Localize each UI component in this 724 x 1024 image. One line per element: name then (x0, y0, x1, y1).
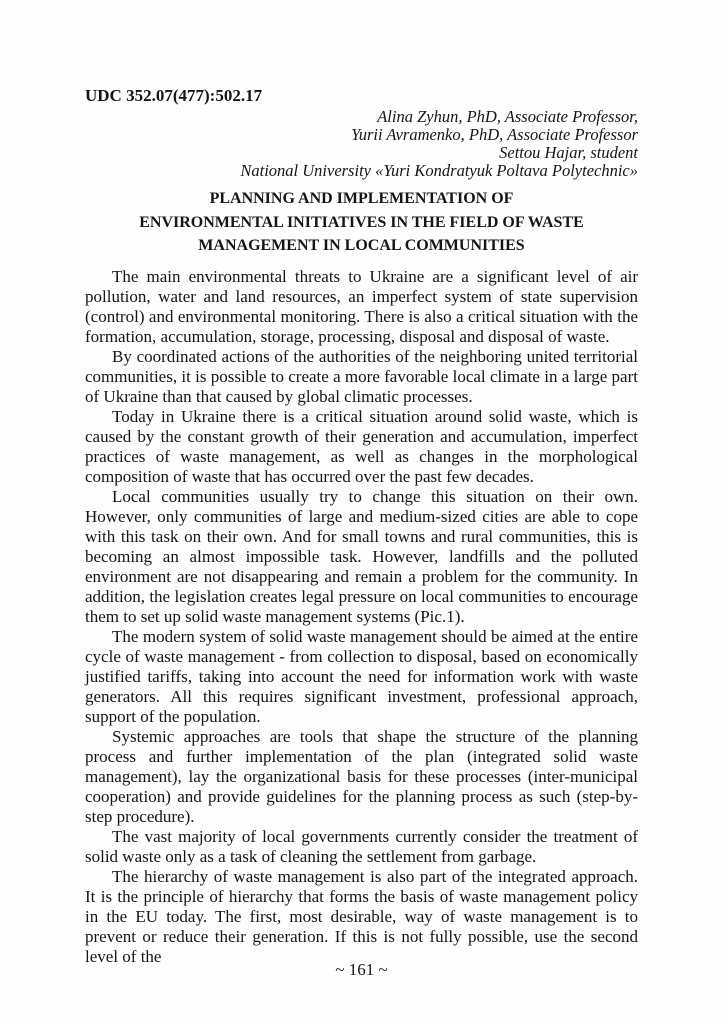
author-line: Alina Zyhun, PhD, Associate Professor, (377, 107, 638, 126)
udc-code: UDC 352.07(477):502.17 (85, 86, 263, 105)
page-content (85, 0, 638, 967)
author-line: Yurii Avramenko, PhD, Associate Professor (351, 125, 638, 144)
paper-title-line: MANAGEMENT IN LOCAL COMMUNITIES (198, 237, 525, 254)
paragraph: Local communities usually try to change this situation on their own. However, only communities of large and medium-sized cities are able to cope with this task on their own. And for small towns and rural communities, this is becoming an almost impossible task. However, landfills and the polluted environment are not disappearing and remain a problem for the community. In addition, the legislation creates legal pressure on local communities to encourage them to set up solid waste management systems (Pic.1). (85, 486, 638, 626)
paper-title-line: PLANNING AND IMPLEMENTATION OF (209, 190, 514, 207)
paper-title-line: ENVIRONMENTAL INITIATIVES IN THE FIELD OF WASTE (139, 213, 584, 231)
paragraph: The hierarchy of waste management is also part of the integrated approach. It is the principle of hierarchy that forms the basis of waste management policy in the EU today. The first, most desirable, way of waste management is to prevent or reduce their generation. If this is not fully possible, use the second level of the (85, 866, 638, 966)
paragraph: The vast majority of local governments currently consider the treatment of solid waste only as a task of cleaning the settlement from garbage. (85, 826, 638, 866)
article-body (85, 267, 638, 967)
paragraph: The modern system of solid waste management should be aimed at the entire cycle of waste management - from collection to disposal, based on economically justified tariffs, taking into account the need for information work with waste generators. All this requires significant investment, professional approach, support of the population. (85, 626, 638, 726)
author-line: Settou Hajar, student (499, 143, 638, 162)
paragraph: By coordinated actions of the authorities of the neighboring united territorial communities, it is possible to create a more favorable local climate in a large part of Ukraine than that caused by global climatic processes. (85, 346, 638, 406)
paragraph: The main environmental threats to Ukraine are a significant level of air pollution, water and land resources, an imperfect system of state supervision (control) and environmental monitoring. There is also a critical situation with the formation, accumulation, storage, processing, disposal and disposal of waste. (85, 266, 638, 346)
paragraph: Today in Ukraine there is a critical situation around solid waste, which is caused by the constant growth of their generation and accumulation, imperfect practices of waste management, as well as changes in the morphological composition of waste that has occurred over the past few decades. (85, 406, 638, 486)
affiliation-line: National University «Yuri Kondratyuk Poltava Polytechnic» (240, 161, 638, 180)
paragraph: Systemic approaches are tools that shape the structure of the planning process and further implementation of the plan (integrated solid waste management), lay the organizational basis for these processes (inter-municipal cooperation) and provide guidelines for the planning process as such (step-by-step procedure). (85, 726, 638, 826)
authors-block (85, 108, 638, 180)
paper-title (85, 187, 638, 258)
page-number: ~ 161 ~ (335, 960, 388, 979)
